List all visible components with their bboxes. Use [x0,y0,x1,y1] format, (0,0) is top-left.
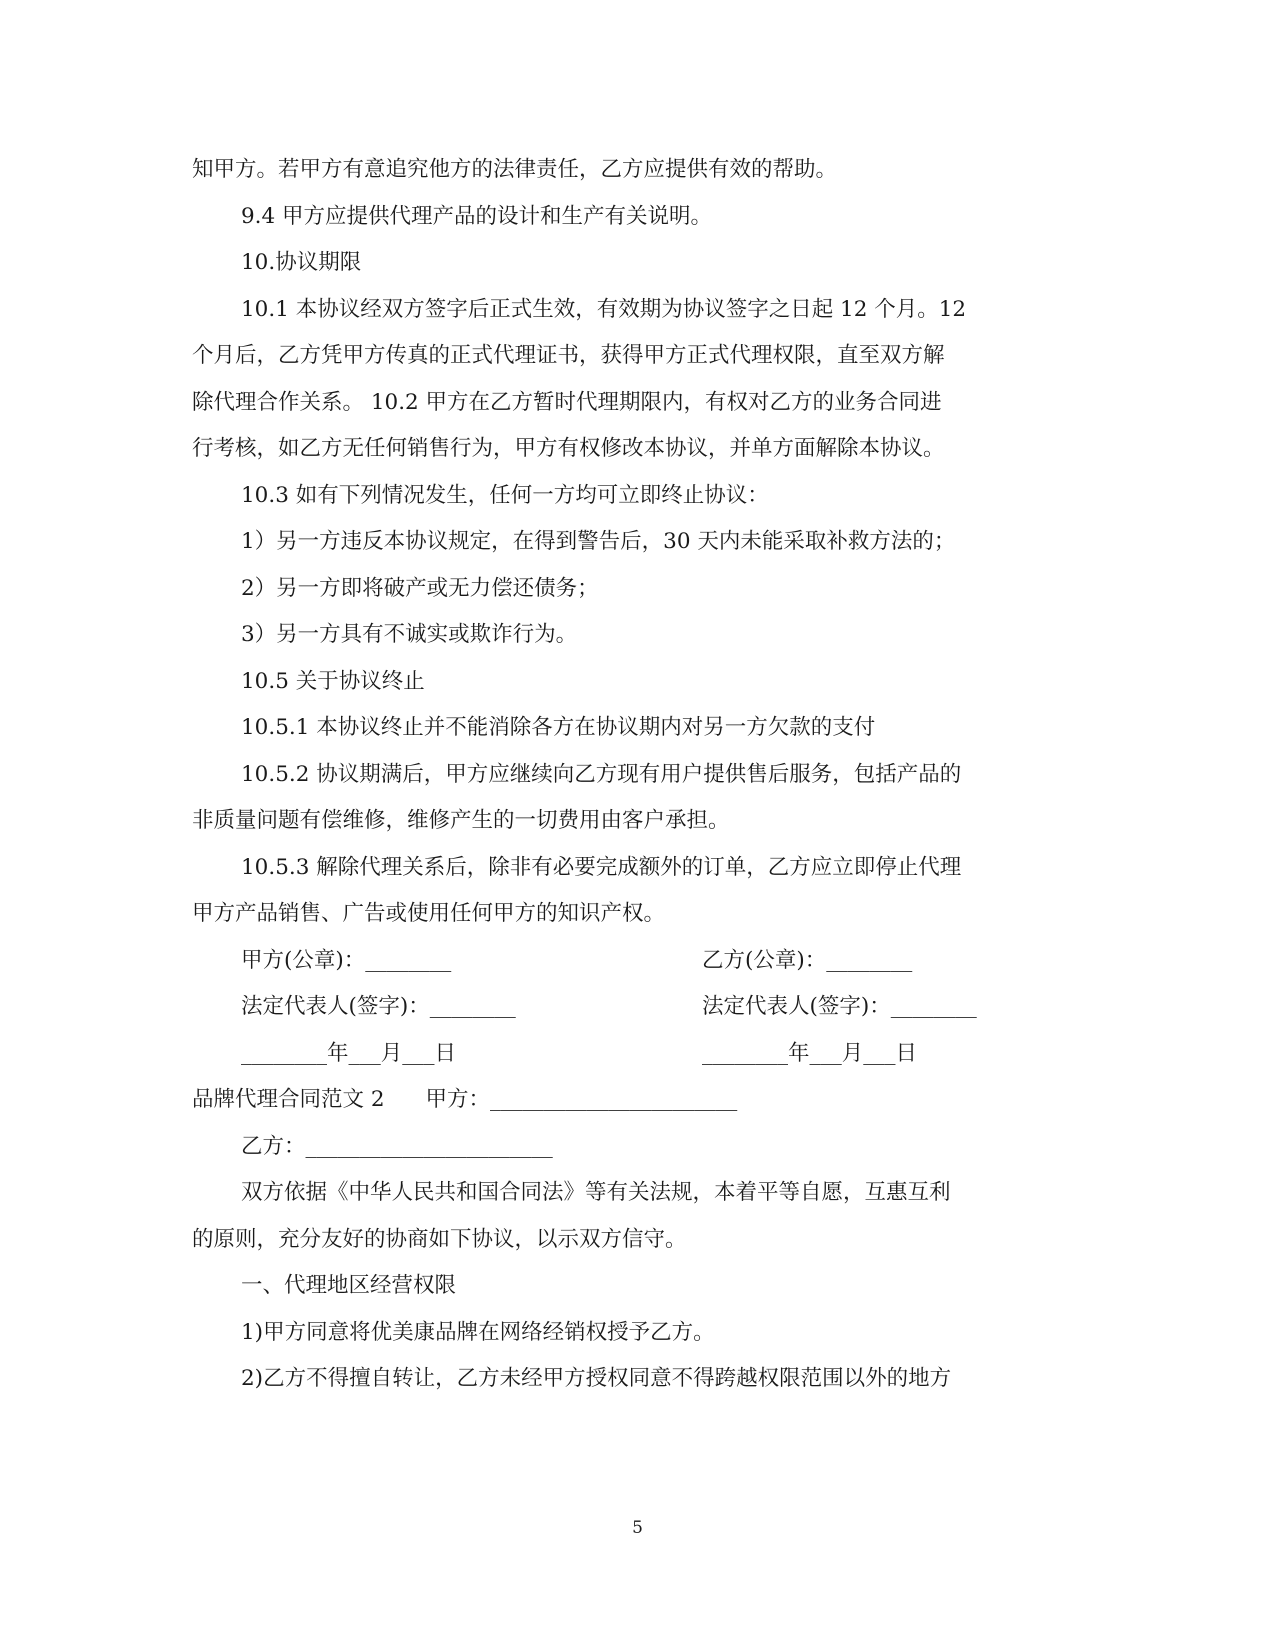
page-number: 5 [632,1518,643,1538]
paragraph-line: 9.4 甲方应提供代理产品的设计和生产有关说明。 [241,204,713,229]
paragraph-line: 10.3 如有下列情况发生，任何一方均可立即终止协议： [241,483,769,508]
section-heading: 10.协议期限 [241,250,362,275]
paragraph-line: 的原则，充分友好的协商如下协议，以示双方信守。 [192,1227,687,1252]
section-heading: 一、代理地区经营权限 [241,1273,457,1298]
paragraph-line: 10.5.3 解除代理关系后，除非有必要完成额外的订单，乙方应立即停止代理 [241,855,962,880]
list-item: 2)乙方不得擅自转让，乙方未经甲方授权同意不得跨越权限范围以外的地方 [241,1366,952,1391]
list-item: 3）另一方具有不诚实或欺诈行为。 [241,622,578,647]
contract-title-line: 品牌代理合同范文 2 甲方：_______________________ [192,1087,738,1112]
party-a-seal-line: 甲方(公章)：________ [241,948,452,973]
paragraph-line: 双方依据《中华人民共和国合同法》等有关法规，本着平等自愿，互惠互利 [241,1180,951,1205]
paragraph-line: 行考核，如乙方无任何销售行为，甲方有权修改本协议，并单方面解除本协议。 [192,436,945,461]
paragraph-line: 甲方产品销售、广告或使用任何甲方的知识产权。 [192,901,666,926]
paragraph-line: 个月后，乙方凭甲方传真的正式代理证书，获得甲方正式代理权限，直至双方解 [192,343,945,368]
paragraph-line: 10.5.1 本协议终止并不能消除各方在协议期内对另一方欠款的支付 [241,715,876,740]
list-item: 1)甲方同意将优美康品牌在网络经销权授予乙方。 [241,1320,715,1345]
party-b-representative-line: 法定代表人(签字)：________ [702,994,977,1019]
party-b-date-line: ________年___月___日 [702,1041,918,1066]
party-b-seal-line: 乙方(公章)：________ [702,948,913,973]
section-heading: 10.5 关于协议终止 [241,669,425,694]
paragraph-line: 除代理合作关系。 10.2 甲方在乙方暂时代理期限内，有权对乙方的业务合同进 [192,390,942,415]
party-a-representative-line: 法定代表人(签字)：________ [241,994,516,1019]
list-item: 1）另一方违反本协议规定，在得到警告后，30 天内未能采取补救方法的； [241,529,956,554]
paragraph-line: 知甲方。若甲方有意追究他方的法律责任，乙方应提供有效的帮助。 [192,157,838,182]
paragraph-line: 10.5.2 协议期满后，甲方应继续向乙方现有用户提供售后服务，包括产品的 [241,762,962,787]
party-b-line: 乙方：_______________________ [241,1134,553,1159]
paragraph-line: 10.1 本协议经双方签字后正式生效，有效期为协议签字之日起 12 个月。12 [241,297,967,322]
party-a-date-line: ________年___月___日 [241,1041,457,1066]
paragraph-line: 非质量问题有偿维修，维修产生的一切费用由客户承担。 [192,808,730,833]
list-item: 2）另一方即将破产或无力偿还债务； [241,576,599,601]
